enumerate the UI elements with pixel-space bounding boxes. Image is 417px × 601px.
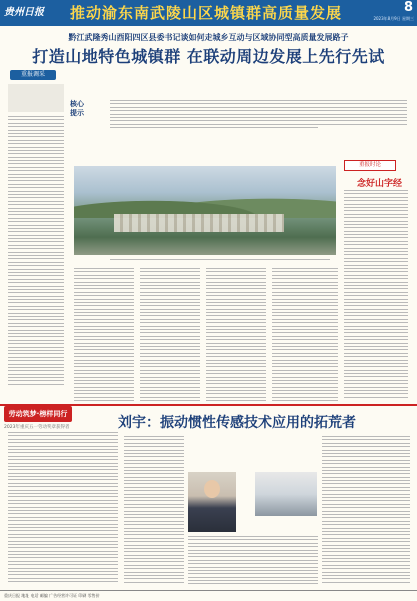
town-buildings bbox=[114, 214, 284, 232]
lab-photo bbox=[255, 472, 317, 516]
body-column-4 bbox=[272, 268, 338, 402]
column-tag: 重报调采 bbox=[10, 70, 56, 80]
footer: 重庆日报 地址 电话 邮编 广告经营许可证 印刷 零售价 bbox=[0, 590, 417, 600]
body-column-2 bbox=[140, 268, 200, 402]
landscape-photo bbox=[74, 166, 336, 255]
bottom-right-text bbox=[322, 436, 410, 588]
issue-date: 2023年8月9日 星期三 bbox=[373, 16, 414, 21]
column-subtitle: 2023年重庆五一劳动奖章获得者 bbox=[4, 425, 70, 430]
lead-paragraph bbox=[110, 100, 407, 128]
section-title: 推动渝东南武陵山区城镇群高质量发展 bbox=[70, 4, 343, 22]
face-shape bbox=[204, 480, 220, 498]
portrait-photo bbox=[188, 472, 236, 532]
article-subheading: 黔江武隆秀山酉阳四区县委书记谈如何走城乡互动与区域协同型高质量发展路子 bbox=[68, 33, 349, 42]
sidebar-text bbox=[344, 190, 408, 400]
page-number: 8 bbox=[403, 0, 413, 15]
bottom-headline: 刘宇：振动惯性传感技术应用的拓荒者 bbox=[118, 415, 356, 431]
newspaper-logo: 贵州日报 bbox=[4, 7, 44, 18]
bottom-left-text bbox=[8, 432, 118, 588]
article-headline: 打造山地特色城镇群 在联动周边发展上先行先试 bbox=[32, 47, 385, 66]
column-badge: 劳动筑梦·榜样同行 bbox=[4, 406, 72, 422]
body-column-1 bbox=[74, 268, 134, 402]
sidebar-topic-tag: 重报时论 bbox=[344, 160, 396, 171]
left-column-text bbox=[8, 84, 64, 400]
editorial-label: 核心 提示 bbox=[70, 100, 84, 117]
sidebar-title: 念好山字经 bbox=[357, 179, 403, 189]
body-column-3 bbox=[206, 268, 266, 402]
bottom-mid-text bbox=[124, 436, 184, 588]
bottom-caption-text bbox=[188, 536, 318, 588]
photo-caption bbox=[110, 257, 330, 263]
